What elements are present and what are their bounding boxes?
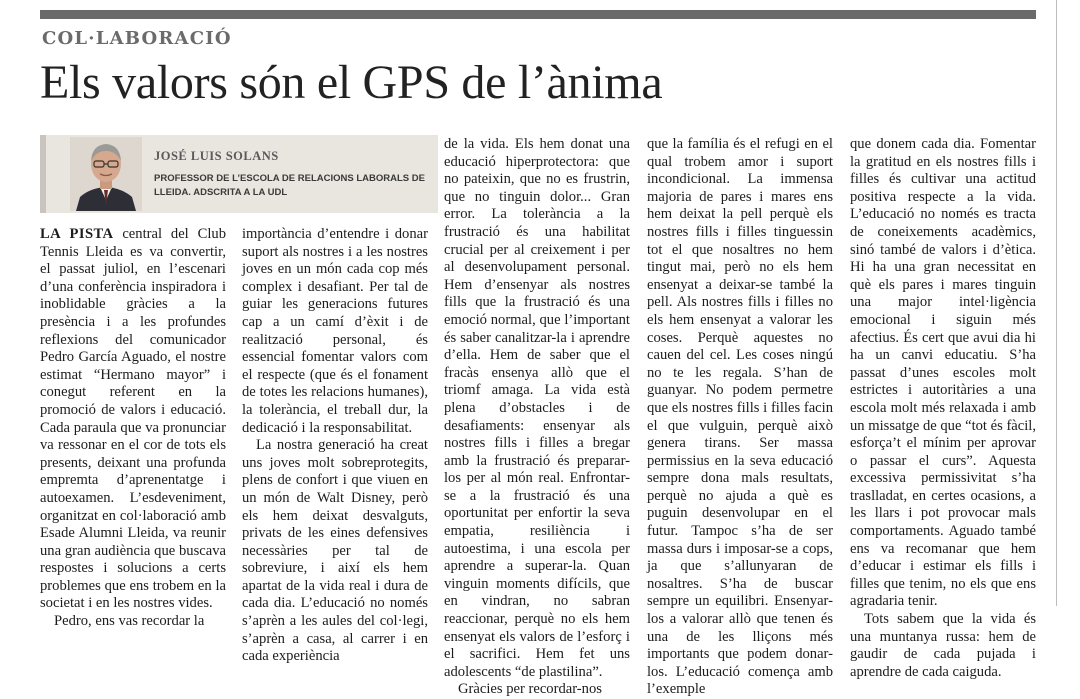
byline-accent — [40, 135, 46, 213]
lead-in: LA PISTA — [40, 226, 114, 242]
article-column-4 — [647, 136, 833, 699]
paragraph: La nostra generació ha creat uns joves molt sobreprotegits, plens de confort i que viuen en un món de Walt Disney, però els hem deixat desvalguts, privats de les eines defensives necessàries per tal de sobreviure, i així els hem apartat de la vida real i dura de cada dia. L’educació no només s’aprèn a les aules del col·legi, s’aprèn a casa, al carrer i en cada experiència — [242, 437, 428, 665]
paragraph: que donem cada dia. Fomentar la gratitud en els nostres fills i filles és cultivar una actitud positiva respecte a la vida. L’educació no només es tracta de coneixements acadèmics, sinó també de valors i d’ètica. Hi ha una gran necessitat en què els pares i mares tinguin una major intel·ligència emocional i siguin més afectius. És cert que avui dia hi ha un canvi educatiu. S’ha passat d’unes escoles molt estrictes i autoritàries a una escola molt més relaxada i amb un missatge de que “tot és fàcil, esforça’t el mínim per aprovar o passar el curs”. Aquesta excessiva permissivitat s’ha traslladat, en certes ocasions, a les llars i pot provocar mals comportaments. Aguado també ens va recomanar que hem d’educar i estimar els fills i filles que tenim, no els que ens agradaria tenir. — [850, 136, 1037, 610]
paragraph: Pedro, ens vas recordar la — [54, 613, 205, 630]
section-label: COL·LABORACIÓ — [42, 28, 232, 49]
top-rule — [40, 10, 1036, 19]
paragraph: importància d’entendre i donar suport als nostres i a les nostres joves en un món cada cop més complex i desafiant. Per tal de guiar les generacions futures cap a un camí d’èxit i de realització personal, és essencial fomentar valors com el respecte (que és el fonament de totes les relacions humanes), la tolerància, el treball dur, la dedicació i la responsabilitat. — [242, 226, 428, 436]
column-divider — [1056, 0, 1057, 606]
paragraph — [40, 226, 226, 613]
paragraph: que la família és el refugi en el qual trobem amor i suport incondicional. La immensa majoria de pares i mares ens hem deixat la pell perquè els nostres fills i filles tinguessin tot el que nosaltres no hem tingut mai, però no els hem ensenyat a deixar-se també la pell. Als nostres fills i filles no els hem ensenyat a valorar les coses. Perquè aquestes no cauen del cel. Les coses ningú no te les regala. S’han de guanyar. No podem permetre que els nostres fills i filles facin el que vulguin, perquè això genera tirans. Ser massa permissius en la seva educació sempre dona mals resultats, perquè no ajuda a què es puguin desenvolupar en el futur. Tampoc s’ha de ser massa durs i imposar-se a cops, ja que s’allunyaran de nosaltres. S’ha de buscar sempre un equilibri. Ensenyar-los a valorar allò que tenen és una de les lliçons més importants que podem donar-los. L’educació comença amb l’exemple — [647, 136, 833, 698]
article-column-3 — [444, 136, 630, 699]
article-column-5 — [850, 136, 1036, 681]
article-column-2 — [242, 226, 428, 666]
paragraph: Gràcies per recordar-nos — [458, 681, 602, 698]
author-portrait — [70, 137, 142, 211]
headline: Els valors són el GPS de l’ànima — [40, 56, 663, 109]
author-role: PROFESSOR DE L’ESCOLA DE RELACIONS LABORALS DE LLEIDA. ADSCRITA A LA UDL — [154, 173, 425, 198]
paragraph: de la vida. Els hem donat una educació hiperprotectora: que no pateixin, que no es frustrin, que no tinguin dolor... Gran error. La tolerància a la frustració és una habilitat crucial per al creixement i per al desenvolupament personal. Hem d’ensenyar als nostres fills que la frustració és una emoció normal, que l’important és saber canalitzar-la i aprendre d’ella. Hem de saber que el fracàs ensenya allò que el triomf amaga. La vida està plena d’obstacles i de desafiaments: ensenyar als nostres fills i filles a bregar amb la frustració és preparar-los per al món real. Enfrontar-se a la frustració és una oportunitat per enfortir la seva empatia, resiliència i autoestima, i una escola per aprendre a superar-la. Quan vinguin moments difícils, que en vindran, no sabran reaccionar, perquè no els hem ensenyat els valors de l’esforç i el sacrifici. Hem fet uns adolescents “de plastilina”. — [444, 136, 630, 680]
paragraph-text: central del Club Tennis Lleida es va convertir, el passat juliol, en l’escenari d’una conferència inspiradora i inoblidable gràcies a la presència i a les profundes reflexions del comunicador Pedro García Aguado, el nostre estimat “Hermano mayor” i conegut referent en la promoció de valors i educació. Cada paraula que va pronunciar va ressonar en el cor de tots els presents, deixant una profunda empremta d’aprenentatge i autoexamen. L’esdeveniment, organitzat en col·laboració amb Esade Alumni Lleida, va reunir una gran audiència que buscava respostes i solucions a certs problemes que ens trobem en la societat i en les nostres vides. — [40, 226, 226, 612]
article-column-1 — [40, 226, 226, 631]
author-name: JOSÉ LUIS SOLANS — [154, 149, 279, 163]
paragraph: Tots sabem que la vida és una muntanya russa: hem de gaudir de cada pujada i aprendre de cada caiguda. — [850, 611, 1036, 680]
byline-box — [40, 135, 438, 213]
